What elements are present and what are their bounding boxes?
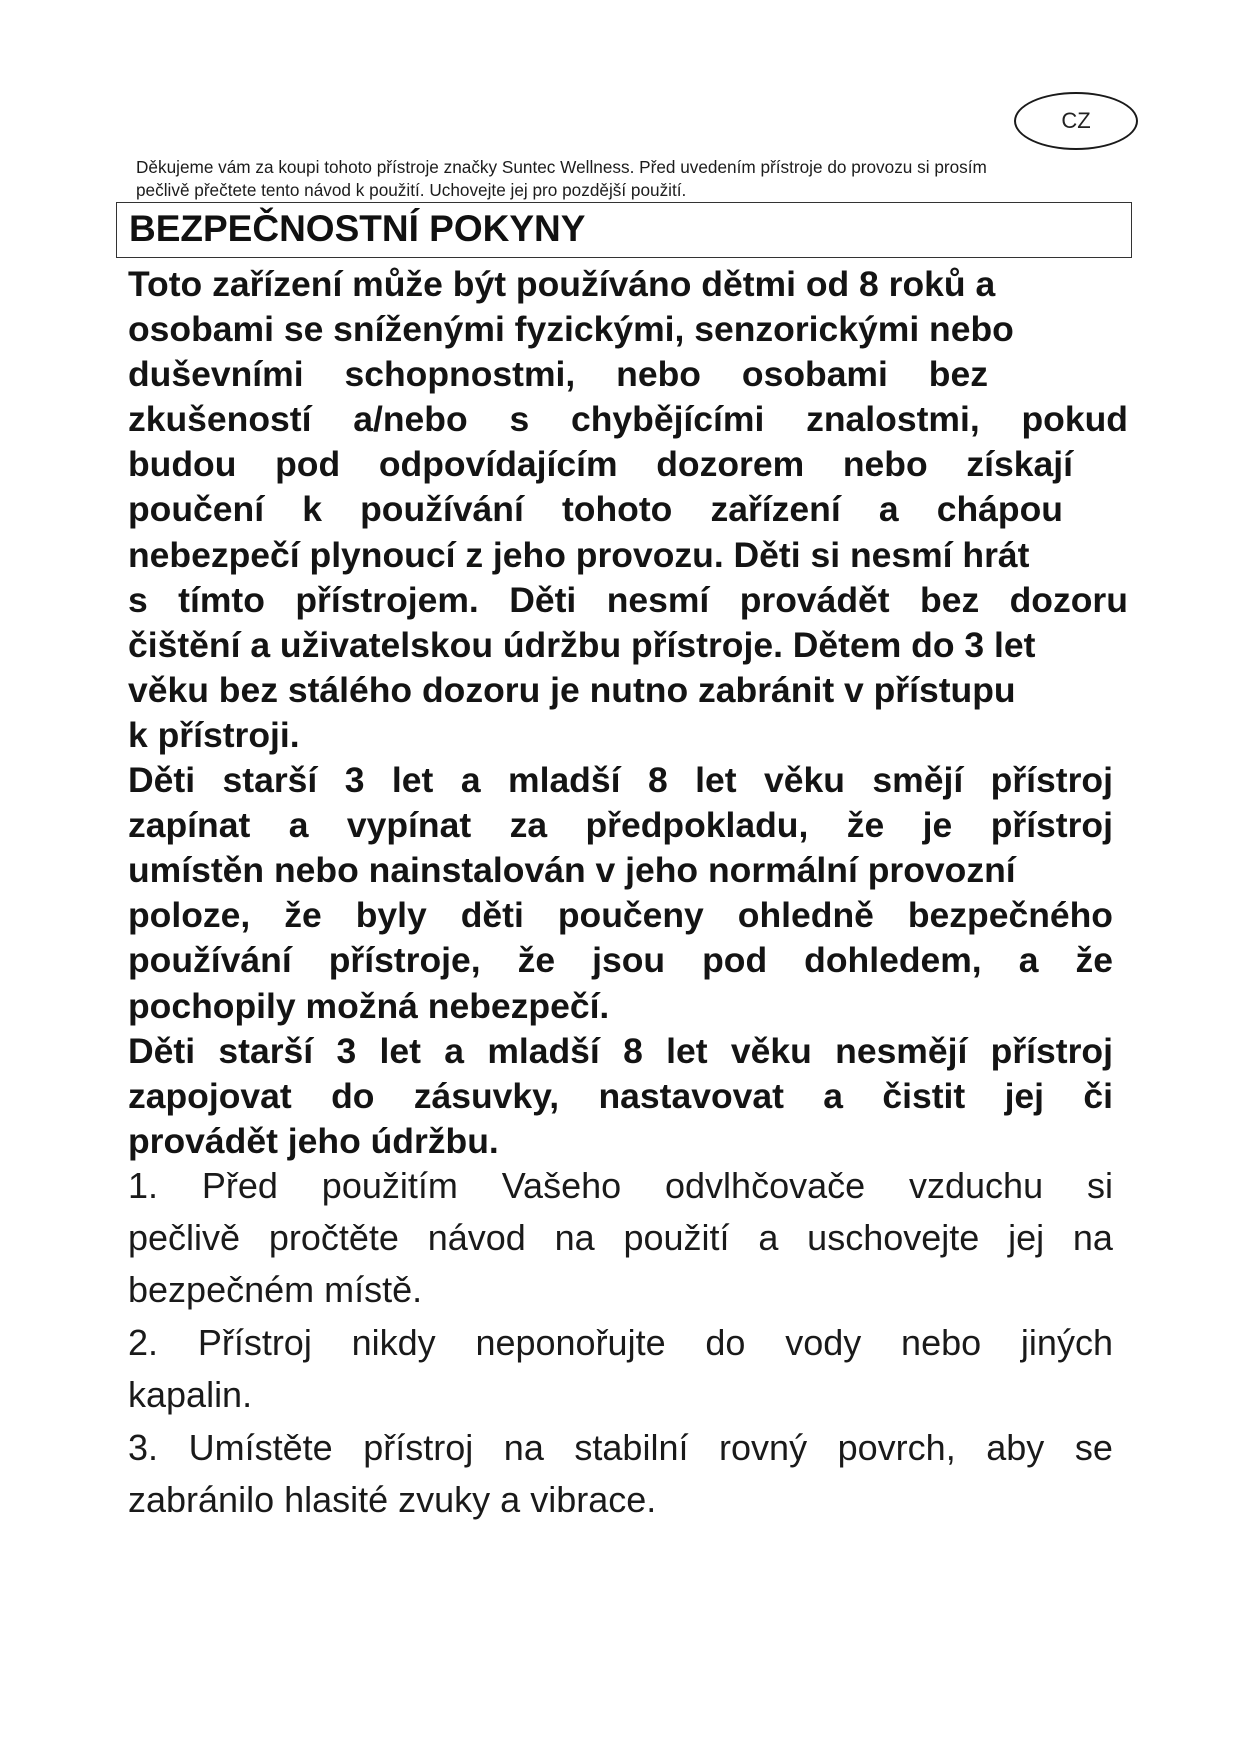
- word: starší: [222, 760, 318, 801]
- word: provádět: [739, 579, 890, 620]
- word: uschovejte: [807, 1217, 980, 1258]
- text-line: kapalin.: [128, 1374, 253, 1415]
- text-line: [128, 578, 1128, 623]
- text-line: [128, 487, 1063, 532]
- word: jsou: [592, 940, 666, 981]
- instruction-list: [128, 1160, 1128, 1527]
- word: mladší: [487, 1030, 600, 1071]
- word: rovný: [719, 1427, 808, 1468]
- word: dohledem,: [804, 940, 982, 981]
- word: Přístroj: [197, 1322, 312, 1363]
- word: si: [1086, 1165, 1113, 1206]
- word: do: [705, 1322, 746, 1363]
- warning-paragraph-3: [128, 1029, 1128, 1164]
- word: používání: [128, 940, 292, 981]
- text-line: [128, 758, 1113, 803]
- word: získají: [966, 444, 1073, 485]
- word: a: [444, 1030, 464, 1071]
- text-line: zabránilo hlasité zvuky a vibrace.: [128, 1479, 657, 1520]
- word: či: [1083, 1075, 1113, 1116]
- word: 3: [344, 760, 365, 801]
- word: přístroj: [990, 805, 1113, 846]
- word: 3: [336, 1030, 357, 1071]
- word: za: [509, 805, 548, 846]
- word: Vašeho: [501, 1165, 622, 1206]
- word: let: [666, 1030, 708, 1071]
- word: nesmí: [606, 579, 710, 620]
- word: jiných: [1020, 1322, 1113, 1363]
- word: dozorem: [656, 444, 805, 485]
- safety-warnings: [128, 262, 1128, 1164]
- word: přístroje,: [328, 940, 481, 981]
- word: zapínat: [128, 805, 251, 846]
- word: 2.: [128, 1322, 159, 1363]
- word: 3.: [128, 1427, 159, 1468]
- text-line: [128, 397, 1128, 442]
- word: nebo: [616, 354, 701, 395]
- word: že: [517, 940, 556, 981]
- word: používání: [360, 489, 524, 530]
- text-line: Toto zařízení může být používáno dětmi od 8 roků a: [128, 264, 996, 304]
- word: stabilní: [574, 1427, 689, 1468]
- text-line: nebezpečí plynoucí z jeho provozu. Děti si nesmí hrát: [128, 534, 1030, 575]
- word: zařízení: [710, 489, 841, 530]
- word: nebo: [901, 1322, 982, 1363]
- word: pročtěte: [268, 1217, 399, 1258]
- word: že: [846, 805, 885, 846]
- word: chybějícími: [570, 399, 765, 440]
- word: odpovídajícím: [378, 444, 618, 485]
- word: a: [460, 760, 481, 801]
- word: nikdy: [351, 1322, 436, 1363]
- warning-paragraph-2: [128, 758, 1128, 1029]
- text-line: [128, 442, 1073, 487]
- word: Děti: [128, 1030, 196, 1071]
- word: budou: [128, 444, 237, 485]
- text-line: [128, 1422, 1113, 1474]
- word: návod: [427, 1217, 526, 1258]
- word: pod: [702, 940, 768, 981]
- word: vzduchu: [909, 1165, 1044, 1206]
- word: věku: [764, 760, 845, 801]
- word: do: [331, 1075, 375, 1116]
- word: dozoru: [1009, 579, 1128, 620]
- intro-line: Děkujeme vám za koupi tohoto přístroje značky Suntec Wellness. Před uvedením přístroje do provozu si prosím: [136, 157, 987, 177]
- word: vody: [785, 1322, 862, 1363]
- word: použitím: [321, 1165, 458, 1206]
- word: použití: [623, 1217, 730, 1258]
- word: nesmějí: [835, 1030, 968, 1071]
- word: poučeny: [557, 895, 704, 936]
- word: tohoto: [561, 489, 673, 530]
- word: smějí: [872, 760, 964, 801]
- word: Umístěte: [188, 1427, 333, 1468]
- language-badge: CZ: [1014, 92, 1138, 150]
- word: na: [503, 1427, 544, 1468]
- word: ohledně: [737, 895, 874, 936]
- text-line: [128, 1029, 1113, 1074]
- word: 8: [623, 1030, 643, 1071]
- word: zásuvky,: [413, 1075, 560, 1116]
- word: přístroj: [990, 760, 1113, 801]
- text-line: [128, 938, 1113, 983]
- word: chápou: [936, 489, 1063, 530]
- word: jej: [1004, 1075, 1045, 1116]
- word: se: [1074, 1427, 1113, 1468]
- list-item: [128, 1160, 1128, 1316]
- word: pečlivě: [128, 1217, 241, 1258]
- text-line: [128, 803, 1113, 848]
- word: 1.: [128, 1165, 159, 1206]
- warning-paragraph-1: [128, 262, 1128, 758]
- word: neponořujte: [475, 1322, 666, 1363]
- word: na: [1072, 1217, 1113, 1258]
- word: přístrojem.: [295, 579, 479, 620]
- word: bez: [928, 354, 988, 395]
- word: znalostmi,: [806, 399, 980, 440]
- word: jej: [1008, 1217, 1045, 1258]
- list-item: [128, 1317, 1128, 1421]
- word: Před: [201, 1165, 278, 1206]
- word: poučení: [128, 489, 265, 530]
- word: věku: [730, 1030, 812, 1071]
- list-item: [128, 1422, 1128, 1526]
- intro-line: pečlivě přečtete tento návod k použití. Uchovejte jej pro pozdější použití.: [136, 180, 687, 200]
- word: let: [391, 760, 434, 801]
- word: nebo: [842, 444, 928, 485]
- word: poloze,: [128, 895, 251, 936]
- word: nastavovat: [598, 1075, 784, 1116]
- word: a: [288, 805, 309, 846]
- word: pokud: [1021, 399, 1128, 440]
- word: a: [878, 489, 899, 530]
- word: přístroj: [363, 1427, 474, 1468]
- word: starší: [218, 1030, 314, 1071]
- word: je: [922, 805, 953, 846]
- word: že: [284, 895, 322, 936]
- word: předpokladu,: [585, 805, 809, 846]
- text-line: čištění a uživatelskou údržbu přístroje. Dětem do 3 let: [128, 624, 1036, 665]
- intro-text: [136, 156, 1136, 202]
- word: s: [128, 579, 148, 620]
- text-line: [128, 1212, 1113, 1264]
- word: aby: [986, 1427, 1045, 1468]
- word: zapojovat: [128, 1075, 292, 1116]
- word: tímto: [178, 579, 265, 620]
- word: k: [302, 489, 322, 530]
- word: bezpečného: [907, 895, 1113, 936]
- word: a: [758, 1217, 779, 1258]
- text-line: provádět jeho údržbu.: [128, 1120, 499, 1161]
- word: let: [379, 1030, 421, 1071]
- text-line: k přístroji.: [128, 714, 300, 755]
- word: a: [1018, 940, 1039, 981]
- word: povrch,: [837, 1427, 956, 1468]
- word: pod: [275, 444, 341, 485]
- word: Děti: [509, 579, 577, 620]
- word: byly: [355, 895, 427, 936]
- text-line: [128, 893, 1113, 938]
- text-line: [128, 352, 988, 397]
- word: přístroj: [990, 1030, 1113, 1071]
- word: Děti: [128, 760, 196, 801]
- text-line: pochopily možná nebezpečí.: [128, 985, 610, 1026]
- text-line: umístěn nebo nainstalován v jeho normální provozní: [128, 850, 1016, 891]
- word: a: [823, 1075, 844, 1116]
- text-line: [128, 1074, 1113, 1119]
- text-line: věku bez stálého dozoru je nutno zabránit v přístupu: [128, 669, 1016, 710]
- section-header-box: [116, 202, 1132, 258]
- word: s: [509, 399, 530, 440]
- text-line: [128, 1317, 1113, 1369]
- text-line: [128, 1160, 1113, 1212]
- word: let: [695, 760, 737, 801]
- text-line: osobami se sníženými fyzickými, senzorickými nebo: [128, 309, 1014, 350]
- word: osobami: [741, 354, 888, 395]
- word: vypínat: [346, 805, 472, 846]
- word: bez: [920, 579, 980, 620]
- word: 8: [647, 760, 668, 801]
- word: čistit: [882, 1075, 966, 1116]
- word: že: [1075, 940, 1113, 981]
- word: duševními: [128, 354, 304, 395]
- word: schopnostmi,: [344, 354, 576, 395]
- word: odvlhčovače: [665, 1165, 866, 1206]
- word: mladší: [508, 760, 621, 801]
- section-title: BEZPEČNOSTNÍ POKYNY: [129, 208, 586, 249]
- word: zkušeností: [128, 399, 312, 440]
- word: a/nebo: [353, 399, 468, 440]
- word: děti: [460, 895, 524, 936]
- text-line: bezpečném místě.: [128, 1269, 423, 1310]
- word: na: [554, 1217, 595, 1258]
